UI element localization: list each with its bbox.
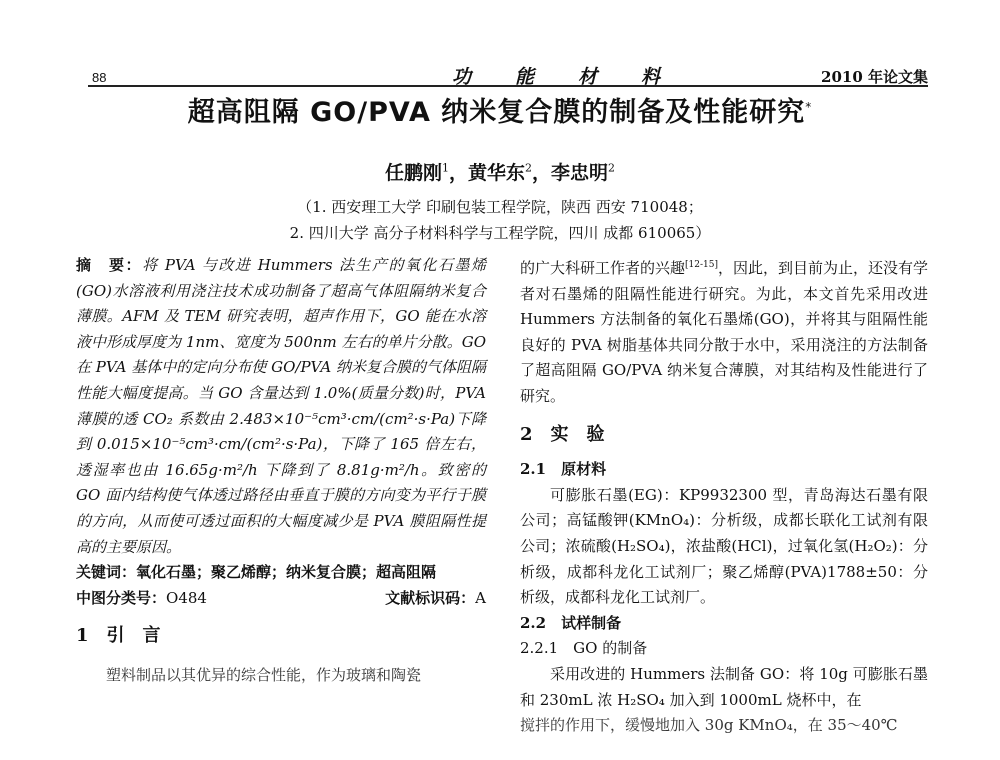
subsection-2-2-heading: 2.2 试样制备 [520, 613, 622, 632]
author-3: 李忠明 [551, 162, 609, 184]
author-1: 任鹏刚 [384, 162, 442, 184]
materials-text: 可膨胀石墨(EG)：KP9932300 型，青岛海达石墨有限公司；高锰酸钾(KMnO₄)：分析级，成都长联化工试剂有限公司；浓硫酸(H₂SO₄)，浓盐酸(HCl)，过氧化氢(H₂O₂)：分析级，成都科龙化工试剂厂；聚乙烯醇(PVA)1788±50：分析级，成都科龙化工试剂厂。 [520, 485, 928, 607]
section2-heading: 2 实 验 [520, 423, 605, 445]
subsection-2-2-1-heading: 2.2.1 GO 的制备 [520, 639, 648, 658]
intro-citation: [12-15] [685, 260, 718, 270]
intro-continuation [520, 253, 928, 410]
clc-label: 中图分类号： [76, 588, 167, 607]
author-sep: ， [532, 162, 552, 184]
classification-row [76, 586, 486, 612]
title-footnote-mark: * [805, 100, 813, 114]
affiliation-1: （1. 西安理工大学 印刷包装工程学院，陕西 西安 710048； [297, 198, 703, 216]
page-number: 88 [92, 70, 107, 85]
author-3-affil: 2 [608, 161, 616, 175]
header-rule [88, 85, 928, 87]
abstract-label: 摘 要： [76, 256, 143, 274]
go-prep-partial-line: 搅拌的作用下，缓慢地加入 30g KMnO₄，在 35～40℃ [520, 716, 898, 735]
abstract [76, 253, 486, 560]
left-column [76, 253, 486, 689]
right-column [520, 253, 928, 739]
intro-text-b: ，因此，到目前为止，还没有学者对石墨烯的阻隔性能进行研究。为此，本文首先采用改进 Hummers 方法制备的氧化石墨烯(GO)，并将其与阻隔性能良好的 PVA 树脂基体共同分散于水中，采用浇注的方法制备了超高阻隔 GO/PVA 纳米复合薄膜，对其结构及性能进行了研究。 [520, 259, 928, 405]
author-list [0, 158, 1000, 185]
clc-value: O484 [166, 588, 207, 607]
doc-code-label: 文献标识码： [385, 588, 476, 607]
paper-title: 超高阻隔 GO/PVA 纳米复合膜的制备及性能研究* [187, 97, 813, 128]
keywords-text: 氧化石墨；聚乙烯醇；纳米复合膜；超高阻隔 [136, 563, 437, 582]
author-sep: ， [448, 162, 468, 184]
year-label: 2010 年论文集 [821, 68, 928, 86]
affiliation-2: 2. 四川大学 高分子材料科学与工程学院，四川 成都 610065） [289, 224, 711, 242]
author-2: 黄华东 [467, 162, 525, 184]
intro-text-a: 的广大科研工作者的兴趣 [520, 259, 686, 277]
author-1-affil: 1 [441, 161, 449, 175]
subsection-2-1-heading: 2.1 原材料 [520, 460, 607, 479]
keywords-label: 关键词： [76, 563, 137, 582]
author-2-affil: 2 [525, 161, 532, 175]
go-prep-text: 采用改进的 Hummers 法制备 GO：将 10g 可膨胀石墨和 230mL 浓 H₂SO₄ 加入到 1000mL 烧杯中，在 [520, 664, 928, 709]
section1-heading: 1 引 言 [76, 625, 161, 647]
section1-partial-line: 塑料制品以其优异的综合性能，作为玻璃和陶瓷 [106, 665, 422, 684]
abstract-text: 将 PVA 与改进 Hummers 法生产的氧化石墨烯(GO)水溶液利用浇注技术成功制备了超高气体阻隔纳米复合薄膜。AFM 及 TEM 研究表明，超声作用下，GO 能在水溶液中形成厚度为 1nm、宽度为 500nm 左右的单片分散。GO 在 PVA 基体中的定向分布使 GO/PVA 纳米复合膜的气体阻隔性能大幅度提高。当 GO 含量达到 1.0%(质量分数)时，PVA 薄膜的透 CO₂ 系数由 2.483×10⁻⁵cm³·cm/(cm²·s·Pa)下降到 0.015×10⁻⁵cm³·cm/(cm²·s·Pa)，下降了 165 倍左右，透湿率也由 16.65g·m²/h 下降到了 8.81g·m²/h。致密的 GO 面内结构使气体透过路径由垂直于膜的方向变为平行于膜的方向，从而使可透过面积的大幅度减少是 PVA 膜阻隔性提高的主要原因。 [76, 256, 486, 556]
keywords [76, 560, 486, 586]
journal-name: 功能材料 [452, 66, 705, 88]
doc-code-value: A [475, 588, 486, 607]
